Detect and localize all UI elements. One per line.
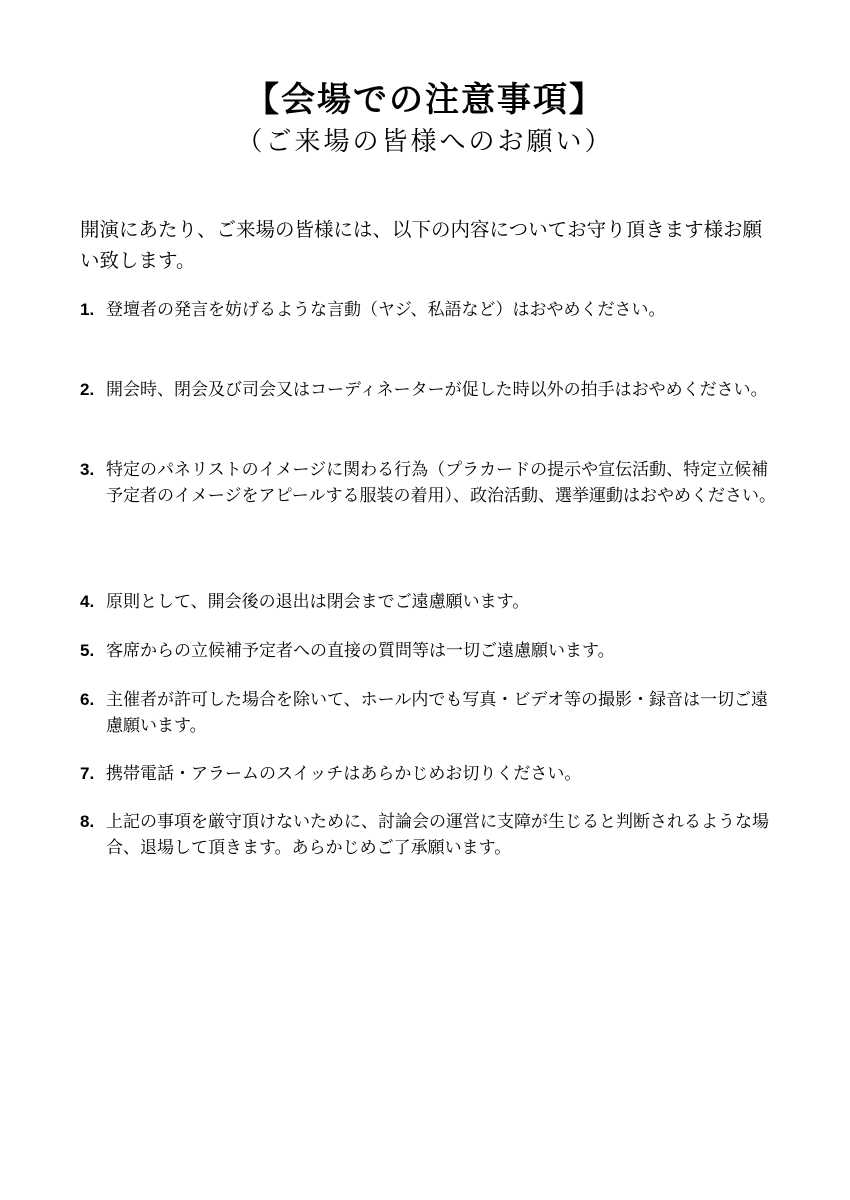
list-item bbox=[80, 687, 780, 739]
item-text: 客席からの立候補予定者への直接の質問等は一切ご遠慮願います。 bbox=[106, 641, 615, 661]
list-item bbox=[80, 638, 780, 664]
item-text: 開会時、閉会及び司会又はコーディネーターが促した時以外の拍手はおやめください。 bbox=[106, 380, 768, 400]
page-subtitle: （ご来場の皆様へのお願い） bbox=[236, 127, 614, 157]
item-number: 8. bbox=[80, 812, 95, 831]
list-item bbox=[80, 589, 780, 615]
list-item bbox=[80, 809, 780, 861]
item-number: 3. bbox=[80, 460, 95, 479]
item-number: 7. bbox=[80, 764, 95, 783]
item-number: 5. bbox=[80, 641, 95, 660]
list-item bbox=[80, 377, 780, 403]
list-item bbox=[80, 761, 780, 787]
item-text: 主催者が許可した場合を除いて、ホール内でも写真・ビデオ等の撮影・録音は一切ご遠慮願います。 bbox=[106, 690, 768, 736]
list-item bbox=[80, 457, 780, 509]
item-text: 特定のパネリストのイメージに関わる行為（プラカードの提示や宣伝活動、特定立候補予定者のイメージをアピールする服装の着用）、政治活動、選挙運動はおやめください。 bbox=[106, 460, 776, 506]
item-number: 1. bbox=[80, 300, 95, 319]
item-number: 2. bbox=[80, 380, 95, 399]
intro-paragraph: 開演にあたり、ご来場の皆様には、以下の内容についてお守り頂きます様お願い致します。 bbox=[80, 218, 763, 272]
item-text: 携帯電話・アラームのスイッチはあらかじめお切りください。 bbox=[106, 764, 582, 784]
page-title: 【会場での注意事項】 bbox=[245, 80, 605, 120]
item-text: 上記の事項を厳守頂けないために、討論会の運営に支障が生じると判断されるような場合、退場して頂きます。あらかじめご了承願います。 bbox=[106, 812, 769, 858]
list-item bbox=[80, 297, 780, 323]
item-text: 原則として、開会後の退出は閉会までご遠慮願います。 bbox=[106, 592, 530, 612]
item-text: 登壇者の発言を妨げるような言動（ヤジ、私語など）はおやめください。 bbox=[106, 300, 666, 320]
item-number: 6. bbox=[80, 690, 95, 709]
item-number: 4. bbox=[80, 592, 95, 611]
